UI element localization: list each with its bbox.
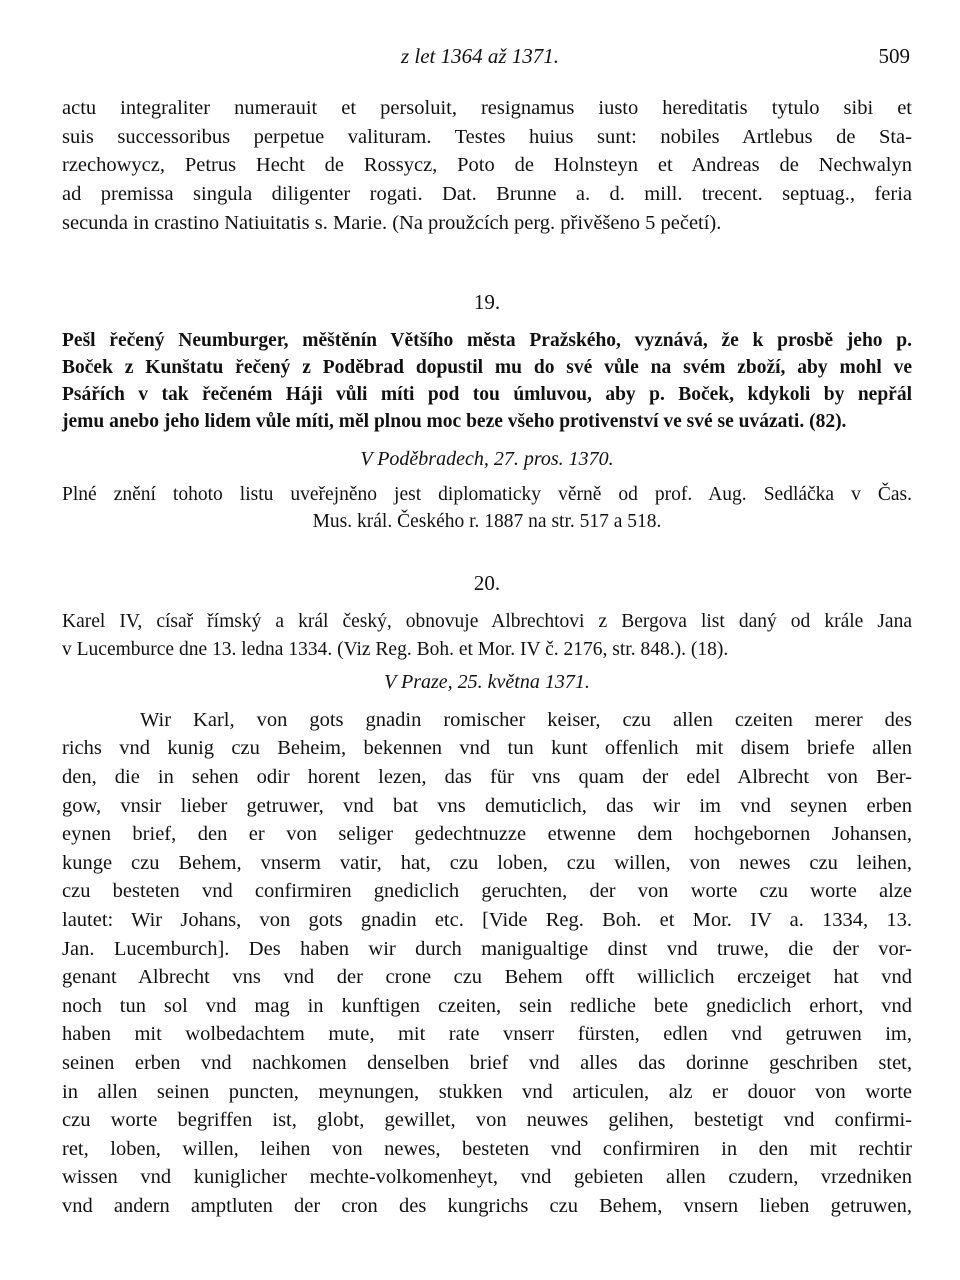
regest-19: [62, 327, 912, 436]
text-line: v Lucemburce dne 13. ledna 1334. (Viz Reg. Boh. et Mor. IV č. 2176, str. 848.). (18).: [62, 638, 729, 660]
text-line: Karel IV, císař římský a král český, obnovuje Albrechtovi z Bergova list daný od krále Jana: [62, 611, 912, 633]
page-number: 509: [878, 44, 910, 68]
running-title: z let 1364 až 1371.: [400, 44, 560, 68]
text-line: genant Albrecht vns vnd der crone czu Behem offt williclich erczeiget hat vnd: [62, 966, 912, 989]
text-line: ret, loben, willen, leihen von newes, besteten vnd confirmiren in den mit rechtir: [62, 1137, 912, 1160]
text-line: lautet: Wir Johans, von gots gnadin etc. [Vide Reg. Boh. et Mor. IV a. 1334, 13.: [62, 909, 912, 932]
text-line: secunda in crastino Natiuitatis s. Marie. (Na proužcích perg. přivěšeno 5 pečetí).: [62, 211, 722, 234]
text-line: suis successoribus perpetue valituram. Testes huius sunt: nobiles Artlebus de Sta-: [62, 125, 912, 148]
regest-20: [62, 608, 912, 663]
text-line: eynen brief, den er von seliger gedechtnuzze etwenne dem hochgebornen Johansen,: [62, 823, 912, 846]
charter-text: [62, 706, 912, 1221]
text-line: noch tun sol vnd mag in kunftigen czeiten, sein redliche bete gnediclich erhort, vnd: [62, 994, 912, 1017]
page-header: [0, 44, 960, 74]
page-content: [62, 94, 912, 1221]
text-line: in allen seinen puncten, meynungen, stukken vnd articulen, alz er douor von worte: [62, 1080, 912, 1103]
dateline-19: V Poděbradech, 27. pros. 1370.: [360, 447, 614, 470]
text-line: wissen vnd kuniglicher mechte-volkomenheyt, vnd gebieten allen czudern, vrzedniken: [62, 1166, 912, 1189]
text-line: Plné znění tohoto listu uveřejněno jest diplomaticky věrně od prof. Aug. Sedláčka v Čas.: [62, 483, 912, 505]
text-line: rzechowycz, Petrus Hecht de Rossycz, Poto de Holnsteyn et Andreas de Nechwalyn: [62, 154, 912, 177]
text-line: ad premissa singula diligenter rogati. Dat. Brunne a. d. mill. trecent. septuag., feria: [62, 183, 912, 206]
text-line: den, die in sehen odir horent lezen, das für vns quam der edel Albrecht von Ber-: [62, 766, 912, 789]
document-number: 19.: [473, 289, 501, 314]
text-line: richs vnd kunig czu Beheim, bekennen vnd tun kunt offenlich mit disem briefe allen: [62, 737, 912, 760]
text-line: czu besteten vnd confirmiren gnediclich geruchten, der von worte czu worte alze: [62, 880, 912, 903]
text-line: Boček z Kunštatu řečený z Poděbrad dopustil mu do své vůle na svém zboží, aby mohl ve: [62, 356, 912, 378]
text-line: Jan. Lucemburch]. Des haben wir durch manigualtige dinst vnd truwe, die der vor-: [62, 937, 912, 960]
text-line: czu worte begriffen ist, globt, gewillet, von neuwes gelihen, bestetigt vnd confirmi-: [62, 1109, 912, 1132]
text-line: gow, vnsir lieber getruwer, vnd bat vns demuticlich, das wir im vnd seynen erben: [62, 794, 912, 817]
text-line: actu integraliter numerauit et persoluit, resignamus iusto hereditatis tytulo sibi et: [62, 97, 912, 119]
text-line: kunge czu Behem, vnserm vatir, hat, czu loben, czu willen, von newes czu leihen,: [62, 851, 912, 874]
text-line: Mus. král. Českého r. 1887 na str. 517 a 518.: [312, 511, 662, 532]
text-line: seinen erben vnd nachkomen denselben brief vnd alles das dorinne geschriben stet,: [62, 1052, 912, 1075]
text-line: Wir Karl, von gots gnadin romischer keiser, czu allen czeiten merer des: [140, 708, 912, 731]
dateline-20: V Praze, 25. května 1371.: [384, 670, 590, 693]
text-line: Pešl řečený Neumburger, měštěnín Většího města Pražského, vyznává, že k prosbě jeho p.: [62, 329, 912, 351]
text-line: jemu anebo jeho lidem vůle míti, měl plnou moc beze všeho protivenství ve své se uvázati. (82).: [62, 411, 847, 433]
text-line: Psářích v tak řečeném Háji vůli míti pod tou úmluvou, aby p. Boček, kdykoli by nepřál: [62, 384, 912, 406]
note-19: [62, 481, 912, 536]
text-line: vnd andern amptluten der cron des kungrichs czu Behem, vnsern lieben getruwen,: [62, 1194, 912, 1217]
document-number: 20.: [473, 571, 501, 596]
paragraph-continuation: [62, 94, 912, 238]
text-line: haben mit wolbedachtem mute, mit rate vnserr fürsten, edlen vnd getruwen im,: [62, 1023, 912, 1046]
